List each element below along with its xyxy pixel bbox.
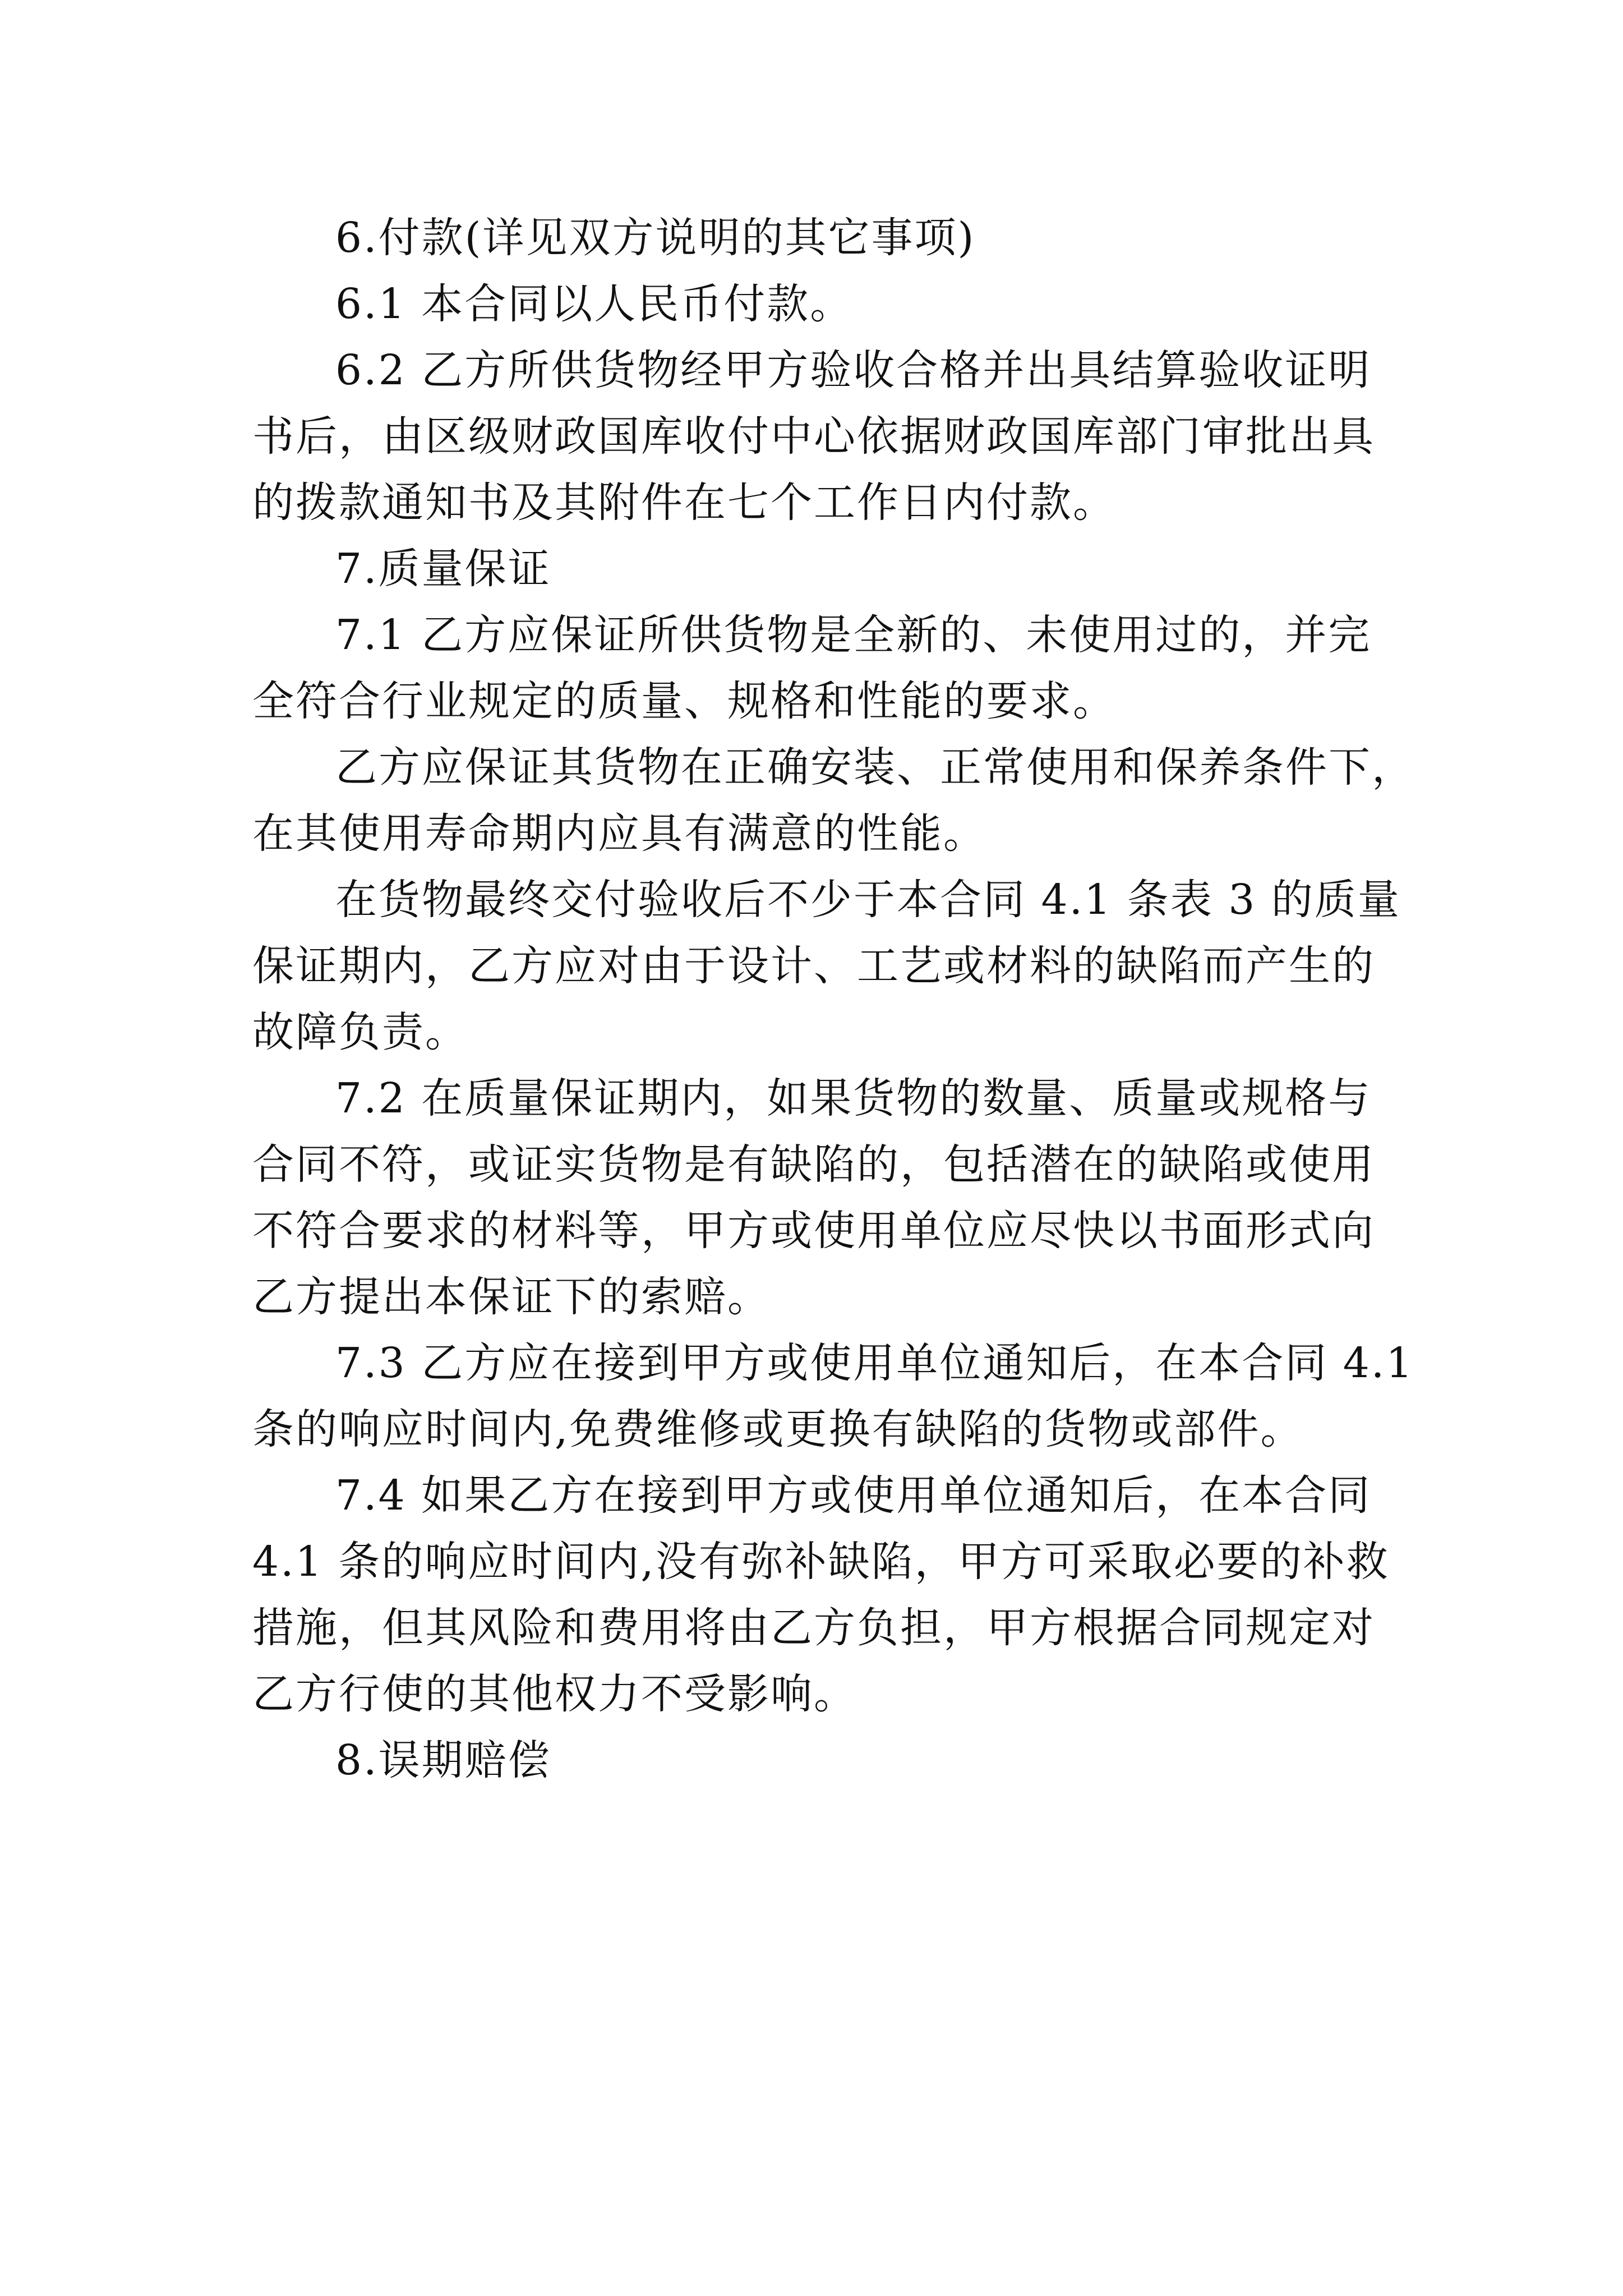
text-line: 6.1 本合同以人民币付款。 <box>335 280 854 328</box>
text-line: 7.4 如果乙方在接到甲方或使用单位通知后，在本合同 <box>335 1471 1372 1520</box>
text-line: 在货物最终交付验收后不少于本合同 4.1 条表 3 的质量 <box>335 876 1401 924</box>
text-line: 合同不符，或证实货物是有缺陷的，包括潜在的缺陷或使用 <box>252 1140 1375 1189</box>
text-line: 措施，但其风险和费用将由乙方负担，甲方根据合同规定对 <box>252 1604 1375 1652</box>
document-page <box>252 205 1415 1793</box>
text-line: 8.误期赔偿 <box>335 1736 551 1784</box>
text-line: 7.3 乙方应在接到甲方或使用单位通知后，在本合同 4.1 <box>335 1339 1414 1387</box>
text-line: 6.付款(详见双方说明的其它事项) <box>335 214 976 262</box>
heading-quality-guarantee <box>252 536 1380 602</box>
clause-7-1-warranty-period <box>252 867 1401 1065</box>
text-line: 7.2 在质量保证期内，如果货物的数量、质量或规格与 <box>335 1074 1372 1122</box>
clause-7-3 <box>252 1330 1414 1462</box>
text-line: 乙方行使的其他权力不受影响。 <box>252 1670 857 1718</box>
clause-7-2 <box>252 1065 1380 1330</box>
text-line: 7.1 乙方应保证所供货物是全新的、未使用过的，并完 <box>335 611 1372 659</box>
clause-6-1 <box>252 271 1380 337</box>
text-line: 书后，由区级财政国库收付中心依据财政国库部门审批出具 <box>252 412 1375 461</box>
text-line: 条的响应时间内,免费维修或更换有缺陷的货物或部件。 <box>252 1405 1304 1453</box>
text-line: 4.1 条的响应时间内,没有弥补缺陷，甲方可采取必要的补救 <box>252 1538 1390 1586</box>
text-line: 全符合行业规定的质量、规格和性能的要求。 <box>252 677 1116 725</box>
clause-7-4 <box>252 1462 1390 1727</box>
text-line: 乙方提出本保证下的索赔。 <box>252 1273 771 1321</box>
clause-7-1 <box>252 602 1380 734</box>
text-line: 在其使用寿命期内应具有满意的性能。 <box>252 809 986 858</box>
text-line: 7.质量保证 <box>335 545 551 593</box>
text-line: 保证期内，乙方应对由于设计、工艺或材料的缺陷而产生的 <box>252 942 1375 990</box>
text-line: 故障负责。 <box>252 1008 468 1056</box>
text-line: 6.2 乙方所供货物经甲方验收合格并出具结算验收证明 <box>335 346 1372 394</box>
text-line: 乙方应保证其货物在正确安装、正常使用和保养条件下， <box>335 743 1415 792</box>
clause-6-2 <box>252 337 1380 536</box>
clause-7-1-performance <box>252 734 1415 867</box>
text-line: 的拨款通知书及其附件在七个工作日内付款。 <box>252 478 1116 527</box>
heading-delay-compensation <box>252 1727 1380 1793</box>
heading-payment <box>252 205 1380 271</box>
text-line: 不符合要求的材料等，甲方或使用单位应尽快以书面形式向 <box>252 1207 1375 1255</box>
